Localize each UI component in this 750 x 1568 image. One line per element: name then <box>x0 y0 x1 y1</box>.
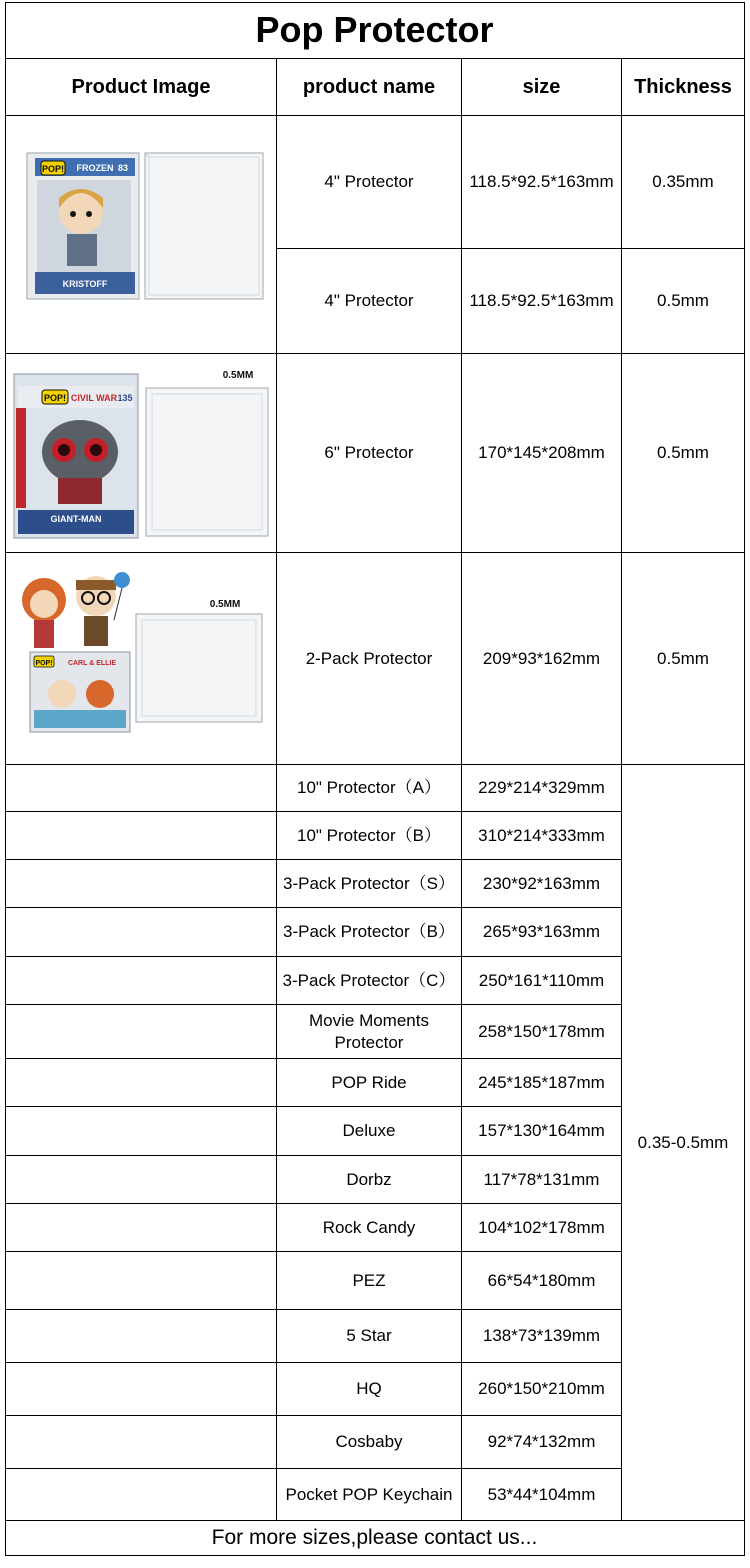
row-18-size: 92*74*132mm <box>487 1432 596 1451</box>
header-size: size <box>522 76 561 98</box>
row-7-size: 230*92*163mm <box>482 873 601 893</box>
row-19-size: 53*44*104mm <box>487 1484 596 1504</box>
number-text: 83 <box>117 163 129 173</box>
row-4-size: 209*93*162mm <box>482 648 601 668</box>
pop-logo-text-3: POP! <box>35 660 53 667</box>
row-10-size: 258*150*178mm <box>478 1021 605 1041</box>
row-3-name: 6" Protector <box>324 443 414 462</box>
row-2-name: 4" Protector <box>324 291 414 310</box>
row-14-size: 104*102*178mm <box>478 1217 605 1237</box>
row-3-thickness: 0.5mm <box>657 443 709 462</box>
row-11-size: 245*185*187mm <box>478 1072 605 1092</box>
character-text-2: GIANT-MAN <box>50 514 102 524</box>
number-text-2: 135 <box>117 393 133 403</box>
thickness-label-2: 0.5MM <box>222 370 254 381</box>
row-1-size: 118.5*92.5*163mm <box>469 172 614 191</box>
product-image-6in <box>12 366 274 547</box>
row-15-size: 66*54*180mm <box>487 1270 596 1290</box>
character-text: KRISTOFF <box>62 279 108 289</box>
header-product-name: product name <box>302 76 436 98</box>
row-2-size: 118.5*92.5*163mm <box>469 291 614 310</box>
row-16-size: 138*73*139mm <box>482 1326 601 1345</box>
header-thickness: Thickness <box>634 76 732 98</box>
series-text-3: CARL & ELLIE <box>67 660 117 667</box>
row-6-size: 310*214*333mm <box>478 825 605 845</box>
row-1-name: 4" Protector <box>324 172 414 191</box>
row-15-name: PEZ <box>352 1270 386 1290</box>
row-17-size: 260*150*210mm <box>478 1379 605 1398</box>
row-8-size: 265*93*163mm <box>482 922 601 941</box>
row-9-size: 250*161*110mm <box>478 970 605 990</box>
row-18-name: Cosbaby <box>335 1432 403 1451</box>
row-13-name: Dorbz <box>346 1169 392 1189</box>
row-7-name: 3-Pack Protector（S） <box>283 873 455 893</box>
pop-logo-text-2: POP! <box>43 393 67 403</box>
thickness-label-3: 0.5MM <box>209 599 241 610</box>
row-8-name: 3-Pack Protector（B） <box>283 922 455 941</box>
row-12-size: 157*130*164mm <box>478 1121 605 1140</box>
row-13-size: 117*78*131mm <box>483 1169 600 1189</box>
row-14-name: Rock Candy <box>322 1217 416 1237</box>
row-4-thickness: 0.5mm <box>657 648 709 668</box>
header-product-image: Product Image <box>71 76 211 98</box>
footer-contact-note: For more sizes,please contact us... <box>211 1526 538 1549</box>
product-image-2pack <box>10 570 272 745</box>
row-5-size: 229*214*329mm <box>478 778 605 797</box>
row-10-name: Movie Moments Protector <box>309 1010 429 1052</box>
pop-logo-text: POP! <box>41 164 65 174</box>
row-3-size: 170*145*208mm <box>478 443 605 462</box>
merged-thickness-cell: 0.35-0.5mm <box>637 1132 729 1152</box>
row-9-name: 3-Pack Protector（C） <box>282 970 456 990</box>
page-title: Pop Protector <box>255 9 494 50</box>
row-1-thickness: 0.35mm <box>652 172 714 191</box>
row-5-name: 10" Protector（A） <box>297 778 441 797</box>
row-6-name: 10" Protector（B） <box>297 825 441 845</box>
row-2-thickness: 0.5mm <box>657 291 709 310</box>
row-19-name: Pocket POP Keychain <box>285 1484 453 1504</box>
row-16-name: 5 Star <box>346 1326 392 1345</box>
row-17-name: HQ <box>356 1379 382 1398</box>
row-12-name: Deluxe <box>342 1121 396 1140</box>
row-4-name: 2-Pack Protector <box>305 648 433 668</box>
series-text-2: CIVIL WAR <box>70 393 118 403</box>
row-11-name: POP Ride <box>331 1072 407 1092</box>
product-image-4in <box>25 150 267 307</box>
series-text: FROZEN <box>76 163 114 173</box>
